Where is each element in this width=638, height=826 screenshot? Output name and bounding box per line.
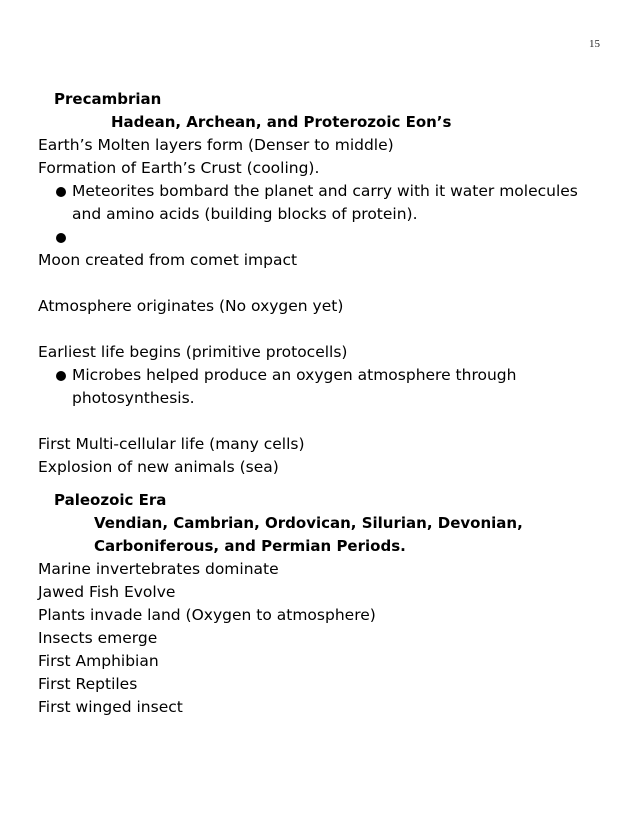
list-item-text: Meteorites bombard the planet and carry with it water molecules and amino acids (building blocks of protein). xyxy=(72,182,578,223)
text-line: First Reptiles xyxy=(38,675,138,693)
text-line: Atmosphere originates (No oxygen yet) xyxy=(38,297,344,315)
precambrian-eons-heading: Hadean, Archean, and Proterozoic Eon’s xyxy=(111,113,452,131)
list-item xyxy=(38,226,598,249)
spacer xyxy=(38,272,598,295)
document-body xyxy=(38,88,598,719)
bullet-icon xyxy=(56,371,66,381)
text-line: Moon created from comet impact xyxy=(38,251,298,269)
list-item xyxy=(38,364,598,410)
text-line: Earth’s Molten layers form (Denser to middle) xyxy=(38,136,394,154)
text-line: Explosion of new animals (sea) xyxy=(38,458,279,476)
list-item-text: Microbes helped produce an oxygen atmosphere through photosynthesis. xyxy=(72,366,517,407)
text-line: Earliest life begins (primitive protocells) xyxy=(38,343,348,361)
bullet-list xyxy=(38,364,598,410)
paleozoic-periods-heading: Carboniferous, and Permian Periods. xyxy=(94,537,406,555)
text-line: First winged insect xyxy=(38,698,183,716)
text-line: Jawed Fish Evolve xyxy=(38,583,176,601)
text-line: Marine invertebrates dominate xyxy=(38,560,279,578)
spacer xyxy=(38,479,598,489)
precambrian-heading: Precambrian xyxy=(54,90,162,108)
page-number: 15 xyxy=(589,38,600,50)
text-line: Insects emerge xyxy=(38,629,158,647)
bullet-icon xyxy=(56,187,66,197)
paleozoic-heading: Paleozoic Era xyxy=(54,491,167,509)
text-line: Plants invade land (Oxygen to atmosphere) xyxy=(38,606,376,624)
spacer xyxy=(38,318,598,341)
spacer xyxy=(38,410,598,433)
text-line: First Multi-cellular life (many cells) xyxy=(38,435,305,453)
paleozoic-periods-heading: Vendian, Cambrian, Ordovican, Silurian, Devonian, xyxy=(94,514,523,532)
text-line: Formation of Earth’s Crust (cooling). xyxy=(38,159,320,177)
bullet-list xyxy=(38,180,598,249)
text-line: First Amphibian xyxy=(38,652,159,670)
bullet-icon xyxy=(56,233,66,243)
list-item xyxy=(38,180,598,226)
